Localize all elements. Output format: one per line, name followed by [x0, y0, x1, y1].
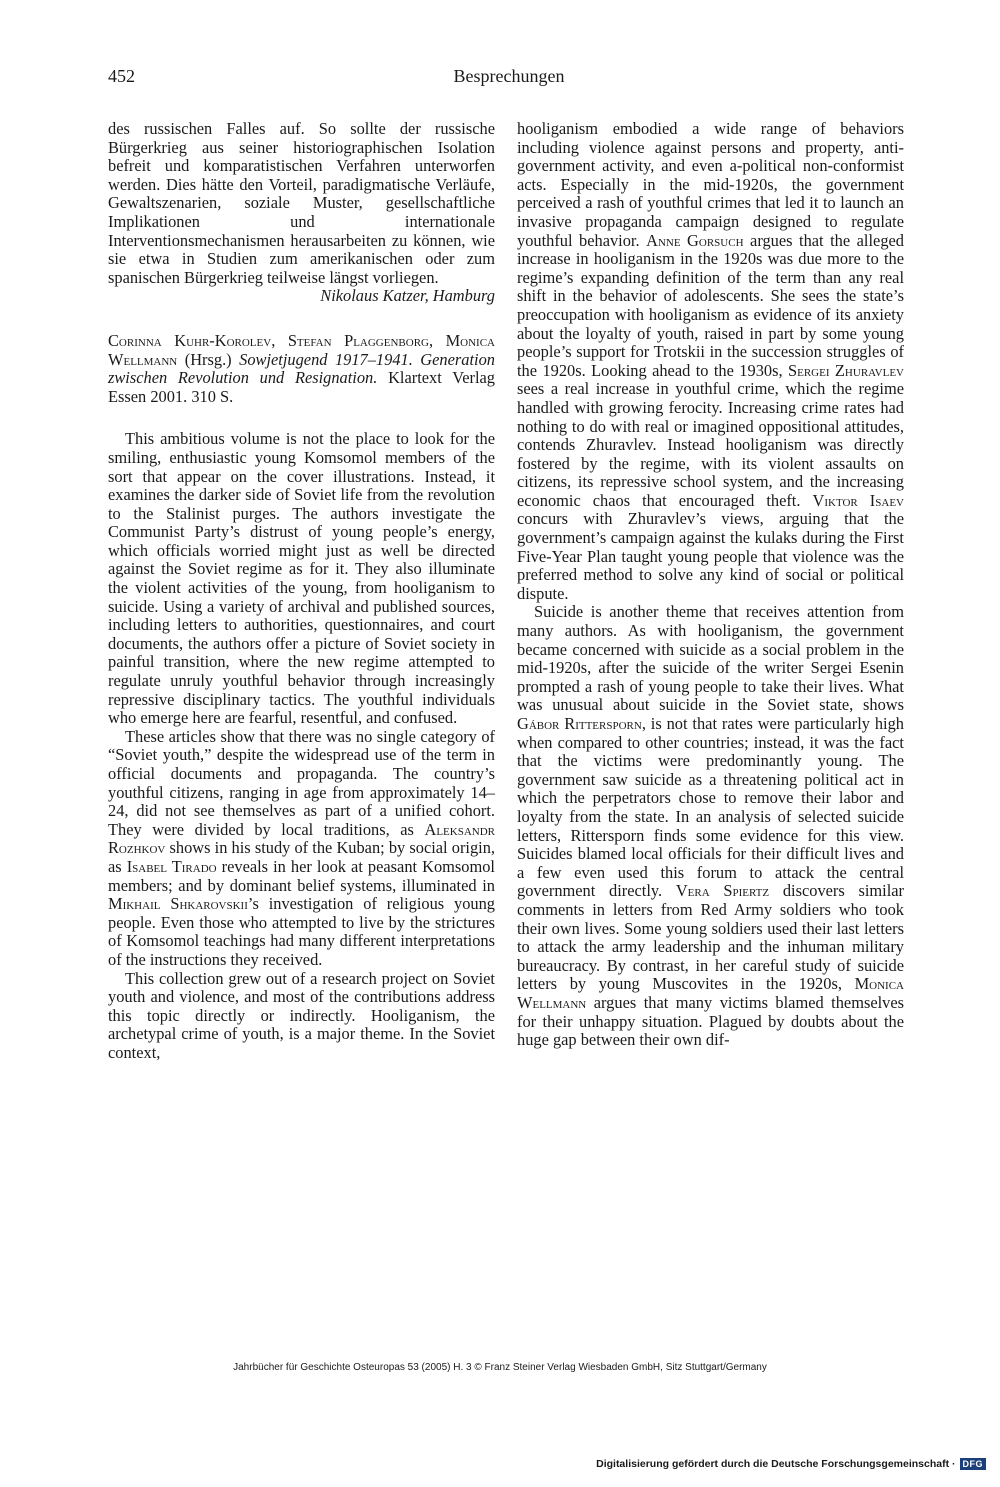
page-number: 452 — [108, 66, 135, 86]
dfg-logo-icon: DFG — [960, 1458, 987, 1470]
paragraph — [517, 120, 904, 603]
author-name: Sergei Zhuravlev — [788, 360, 905, 380]
paragraph — [108, 728, 495, 970]
author-name: Aleksandr Rozhkov — [108, 819, 495, 858]
text-run: reveals in her look at peasant Komsomol members; and by dominant belief systems, illuminated in — [108, 856, 495, 895]
paragraph — [517, 603, 904, 1049]
text-run: , is not that rates were particularly high when compared to other countries; instead, it was the fact that the victims were predominantly young. The government saw suicide as a threatening political act in which the perpetrators chose to remove their labor and loyalty from the state. In an analysis of selected suicide letters, Rittersporn finds some evidence for this view. Suicides blamed local officials for their difficult lives and a few even used this forum to attack the central government directly. — [517, 714, 904, 901]
paragraph: This ambitious volume is not the place to look for the smiling, enthusiastic young Komsomol members of the sort that appear on the cover illustrations. Instead, it examines the darker side of Soviet life from the revolution to the Stalinist purges. The authors investigate the Communist Party’s distrust of young people’s energy, which officials worried might just as well be directed against the Soviet regime as for it. They also illuminate the violent activities of the young, from hooliganism to suicide. Using a variety of archival and published sources, including letters to authorities, questionnaires, and court documents, the authors offer a picture of Soviet society in painful transition, where the new regime attempted to regulate unruly youthful behavior through increasingly repressive disciplinary tactics. The youthful individuals who emerge here are fearful, resentful, and confused. — [108, 429, 495, 728]
author-name: Vera Spiertz — [675, 881, 770, 901]
text-run: concurs with Zhuravlev’s views, arguing that the government’s campaign against the kulaks during the First Five-Year Plan taught young people that violence was the preferred method to solve any kind of social or political dispute. — [517, 509, 904, 603]
digitization-note — [596, 1458, 986, 1470]
text-run: argues that many victims blamed themselves for their unhappy situation. Plagued by doubts about the huge gap between their own dif- — [517, 992, 904, 1050]
text-run: These articles show that there was no single category of “Soviet youth,” despite the widespread use of the term in official documents and propaganda. The country’s youthful citizens, ranging in age from approximately 14–24, did not see themselves as part of a unified cohort. They were divided by local traditions, as — [108, 726, 495, 839]
author-name: Anne Gorsuch — [646, 230, 744, 250]
journal-citation: Jahrbücher für Geschichte Osteuropas 53 (2005) H. 3 © Franz Steiner Verlag Wiesbaden GmbH, Sitz Stuttgart/Germany — [233, 1362, 767, 1373]
text-run: argues that the alleged increase in hooliganism in the 1920s was due more to the regime’s expanding definition of the term than any real shift in the behavior of adolescents. She sees the state’s preoccupation with hooliganism as evidence of its anxiety about the loyalty of youth, raised in part by some young people’s support for Trotskii in the succession struggles of the 1920s. Looking ahead to the 1930s, — [517, 230, 904, 380]
digitization-text: Digitalisierung gefördert durch die Deutsche Forschungsgemeinschaft · — [596, 1458, 956, 1470]
paragraph: des russischen Falles auf. So sollte der russische Bürgerkrieg aus seiner historiographischen Isolation befreit und komparatistischen Verfahren unterworfen werden. Dies hätte den Vorteil, paradigmatische Verläufe, Gewaltszenarien, soziale Muster, gesellschaftliche Implikationen und internationale Interventionsmechanismen herausarbeiten zu können, wie sie etwa in Studien zum amerikanischen oder zum spanischen Bürgerkrieg teilweise längst vorliegen. — [108, 119, 495, 287]
author-name: Mikhail Shkarovskii — [108, 894, 248, 914]
author-name: Viktor Isaev — [812, 490, 904, 510]
bib-authors: Corinna Kuhr-Korolev, Stefan Plaggenborg, Monica Wellmann — [108, 330, 495, 369]
bib-hrsg: (Hrsg.) — [184, 349, 232, 369]
text-run: sees a real increase in youthful crime, which the regime handled with growing ferocity. Increasing crime rates had nothing to do with real or imagined oppositional attitudes, contends Zhuravlev. Instead hooliganism was directly fostered by the regime, with its violent assaults on citizens, its repressive school system, and the increasing economic chaos that encouraged theft. — [517, 379, 904, 510]
text-run: hooliganism embodied a wide range of behaviors including violence against persons and property, anti-government activity, and even a-political non-conformist acts. Especially in the mid-1920s, the government perceived a rash of youthful crimes that led it to launch an invasive propaganda campaign designed to regulate youthful behavior. — [517, 119, 904, 250]
author-name: Monica Wellmann — [517, 974, 904, 1012]
paragraph: This collection grew out of a research project on Soviet youth and violence, and most of the contributions address this topic directly or indirectly. Hooliganism, the archetypal crime of youth, is a major theme. In the Soviet context, — [108, 968, 495, 1062]
text-run: ’s investigation of religious young people. Even those who attempted to live by the strictures of Komsomol teachings had many different interpretations of the instructions they received. — [108, 894, 495, 969]
text-run: discovers similar comments in letters from Red Army soldiers who took their own lives. Some young soldiers used their last letters to attack the army leadership and the inhuman military bureaucracy. By contrast, in her careful study of suicide letters by young Muscovites in the 1920s, — [517, 881, 904, 994]
left-column — [108, 120, 495, 1063]
running-title: Besprechungen — [453, 66, 565, 86]
reviewer-signature: Nikolaus Katzer, Hamburg — [320, 286, 495, 306]
page-header — [108, 66, 910, 96]
author-name: Isabel Tirado — [126, 856, 217, 876]
text-run: shows in his study of the Kuban; by social origin, as — [108, 838, 495, 876]
right-column — [517, 120, 904, 1050]
bib-publisher: Klartext Verlag Essen 2001. 310 S. — [108, 368, 495, 406]
author-name: Gábor Rittersporn — [517, 714, 642, 733]
bibliographic-entry — [108, 332, 495, 406]
text-run: Suicide is another theme that receives attention from many authors. As with hooliganism, the government became concerned with suicide as a social problem in the mid-1920s, after the suicide of the writer Sergei Esenin prompted a rash of young people to take their lives. What was unusual about suicide in the Soviet state, shows — [517, 602, 904, 715]
bib-title: Sowjetjugend 1917–1941. Generation zwischen Revolution und Resignation. — [108, 349, 495, 388]
